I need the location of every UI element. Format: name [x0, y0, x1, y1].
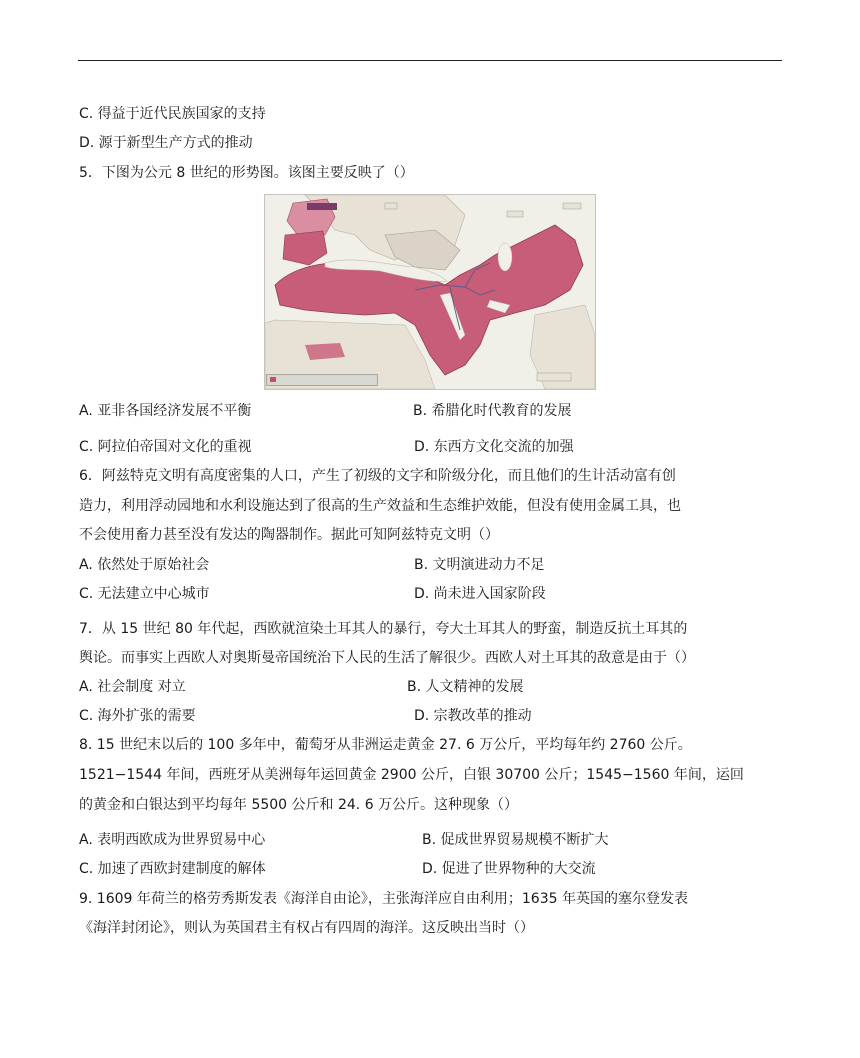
map-legend: [266, 374, 378, 386]
q8-option-d[interactable]: D. 促进了世界物种的大交流: [422, 861, 596, 877]
q6-stem-line-1: 6．阿兹特克文明有高度密集的人口，产生了初级的文字和阶级分化，而且他们的生计活动富有创: [79, 468, 676, 484]
map-text-box: [507, 211, 523, 217]
q6-stem-line-3: 不会使用畜力甚至没有发达的陶器制作。据此可知阿兹特克文明（）: [79, 527, 499, 543]
q7-option-b[interactable]: B. 人文精神的发展: [407, 679, 524, 695]
q4-option-d[interactable]: D. 源于新型生产方式的推动: [79, 135, 253, 151]
header-rule: [78, 60, 782, 61]
q6-option-a[interactable]: A. 依然处于原始社会: [79, 557, 210, 573]
q8-option-b[interactable]: B. 促成世界贸易规模不断扩大: [422, 832, 609, 848]
q7-option-a[interactable]: A. 社会制度 对立: [79, 679, 186, 695]
q8-option-a[interactable]: A. 表明西欧成为世界贸易中心: [79, 832, 266, 848]
q6-stem-line-2: 造力，利用浮动园地和水利设施达到了很高的生产效益和生态维护效能，但没有使用金属工具，也: [79, 498, 681, 514]
map-graphic: [265, 195, 595, 389]
eighth-century-map-figure: [264, 194, 596, 390]
q5-option-c[interactable]: C. 阿拉伯帝国对文化的重视: [79, 439, 252, 455]
q9-stem-line-1: 9. 1609 年荷兰的格劳秀斯发表《海洋自由论》，主张海洋应自由利用；1635 年英国的塞尔登发表: [79, 891, 688, 907]
map-text-box: [563, 203, 581, 209]
q4-option-c[interactable]: C. 得益于近代民族国家的支持: [79, 106, 266, 122]
q8-option-c[interactable]: C. 加速了西欧封建制度的解体: [79, 861, 266, 877]
map-label-box: [307, 203, 337, 210]
q7-stem-line-1: 7．从 15 世纪 80 年代起，西欧就渲染土耳其人的暴行，夸大土耳其人的野蛮，制造反抗土耳其的: [79, 621, 688, 637]
q6-option-d[interactable]: D. 尚未进入国家阶段: [414, 586, 546, 602]
legend-swatch: [270, 377, 276, 382]
q8-stem-line-2: 1521−1544 年间，西班牙从美洲每年运回黄金 2900 公斤，白银 30700 公斤；1545−1560 年间，运回: [79, 767, 744, 783]
q7-option-c[interactable]: C. 海外扩张的需要: [79, 708, 196, 724]
q6-option-c[interactable]: C. 无法建立中心城市: [79, 586, 210, 602]
q5-option-b[interactable]: B. 希腊化时代教育的发展: [413, 403, 572, 419]
q7-stem-line-2: 舆论。而事实上西欧人对奥斯曼帝国统治下人民的生活了解很少。西欧人对土耳其的敌意是由于（）: [79, 650, 695, 666]
q7-option-d[interactable]: D. 宗教改革的推动: [414, 708, 532, 724]
q8-stem-line-1: 8. 15 世纪末以后的 100 多年中，葡萄牙从非洲运走黄金 27. 6 万公斤，平均每年约 2760 公斤。: [79, 737, 692, 753]
q8-stem-line-3: 的黄金和白银达到平均每年 5500 公斤和 24. 6 万公斤。这种现象（）: [79, 797, 519, 813]
q5-stem: 5．下图为公元 8 世纪的形势图。该图主要反映了（）: [79, 165, 414, 181]
caspian-sea: [498, 243, 512, 271]
q6-option-b[interactable]: B. 文明演进动力不足: [414, 557, 545, 573]
q9-stem-line-2: 《海洋封闭论》，则认为英国君主有权占有四周的海洋。这反映出当时（）: [79, 920, 534, 936]
q5-option-a[interactable]: A. 亚非各国经济发展不平衡: [79, 403, 252, 419]
map-text-box: [385, 203, 397, 209]
map-text-box: [537, 373, 571, 381]
q5-option-d[interactable]: D. 东西方文化交流的加强: [414, 439, 574, 455]
africa-territory-patch: [305, 343, 345, 360]
